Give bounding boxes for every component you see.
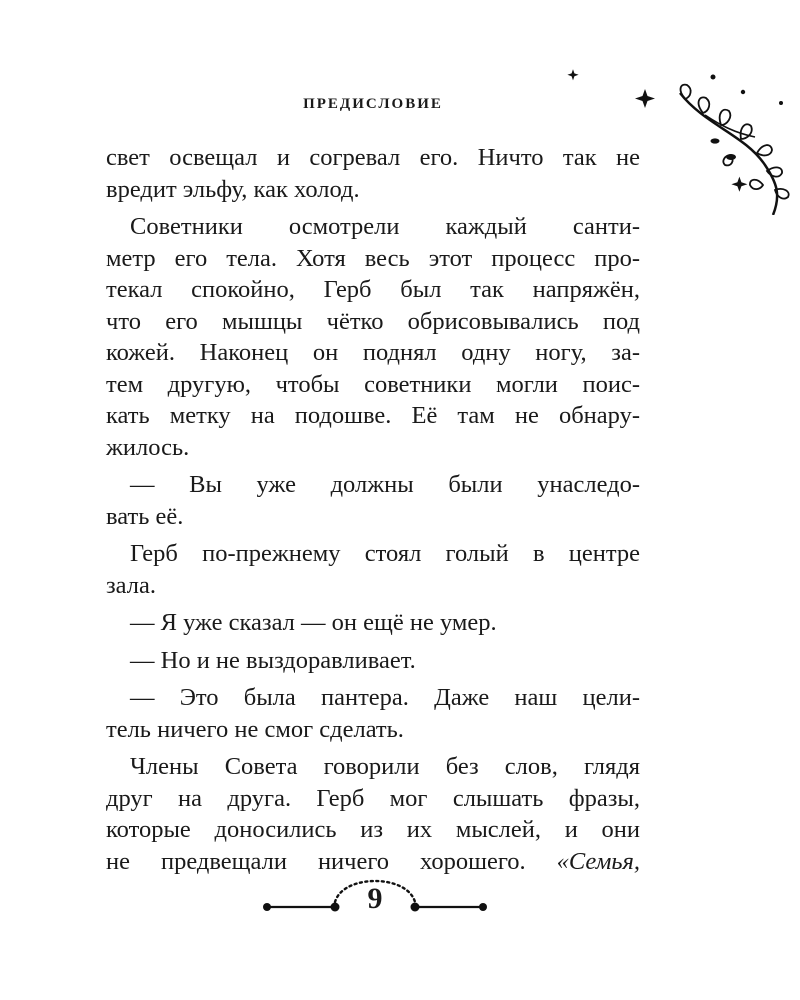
text-line: друг на друга. Герб мог слышать фразы, <box>106 784 640 812</box>
text-line: — Но и не выздоравливает. <box>130 646 416 674</box>
text-line: которые доносились из их мыслей, и они <box>106 816 640 843</box>
text-line: кожей. Наконец он поднял одну ногу, за- <box>106 339 640 366</box>
text-line: метр его тела. Хотя весь этот процесс про- <box>106 244 640 272</box>
text-line: — Это была пантера. Даже наш цели- <box>130 684 640 711</box>
text-line: жилось. <box>106 433 190 461</box>
text-line: что его мышцы чётко обрисовывались под <box>106 307 640 335</box>
text-line: текал спокойно, Герб был так напряжён, <box>106 276 640 303</box>
text-line-final-italic: «Семья, <box>556 847 640 875</box>
page-footer <box>255 860 495 940</box>
running-header: ПРЕДИСЛОВИЕ <box>303 96 443 112</box>
page-number: 9 <box>367 882 383 915</box>
text-line-final-regular: не предвещали ничего хорошего. <box>106 847 557 875</box>
text-line: вать её. <box>106 502 184 530</box>
text-line: Советники осмотрели каждый санти- <box>130 213 640 240</box>
text-line: кать метку на подошве. Её там не обнару- <box>106 402 640 429</box>
text-line: тем другую, чтобы советники могли поис- <box>106 370 640 398</box>
text-line: тель ничего не смог сделать. <box>106 715 404 743</box>
text-line: вредит эльфу, как холод. <box>106 175 360 203</box>
text-line: — Я уже сказал — он ещё не умер. <box>130 609 497 636</box>
page-body-text <box>106 142 640 877</box>
text-line: свет освещал и согревал его. Ничто так не <box>106 144 640 171</box>
text-line: Герб по-прежнему стоял голый в центре <box>130 540 640 567</box>
text-line: Члены Совета говорили без слов, глядя <box>130 753 640 780</box>
text-line: — Вы уже должны были унаследо- <box>130 471 640 498</box>
text-line: зала. <box>106 571 156 599</box>
